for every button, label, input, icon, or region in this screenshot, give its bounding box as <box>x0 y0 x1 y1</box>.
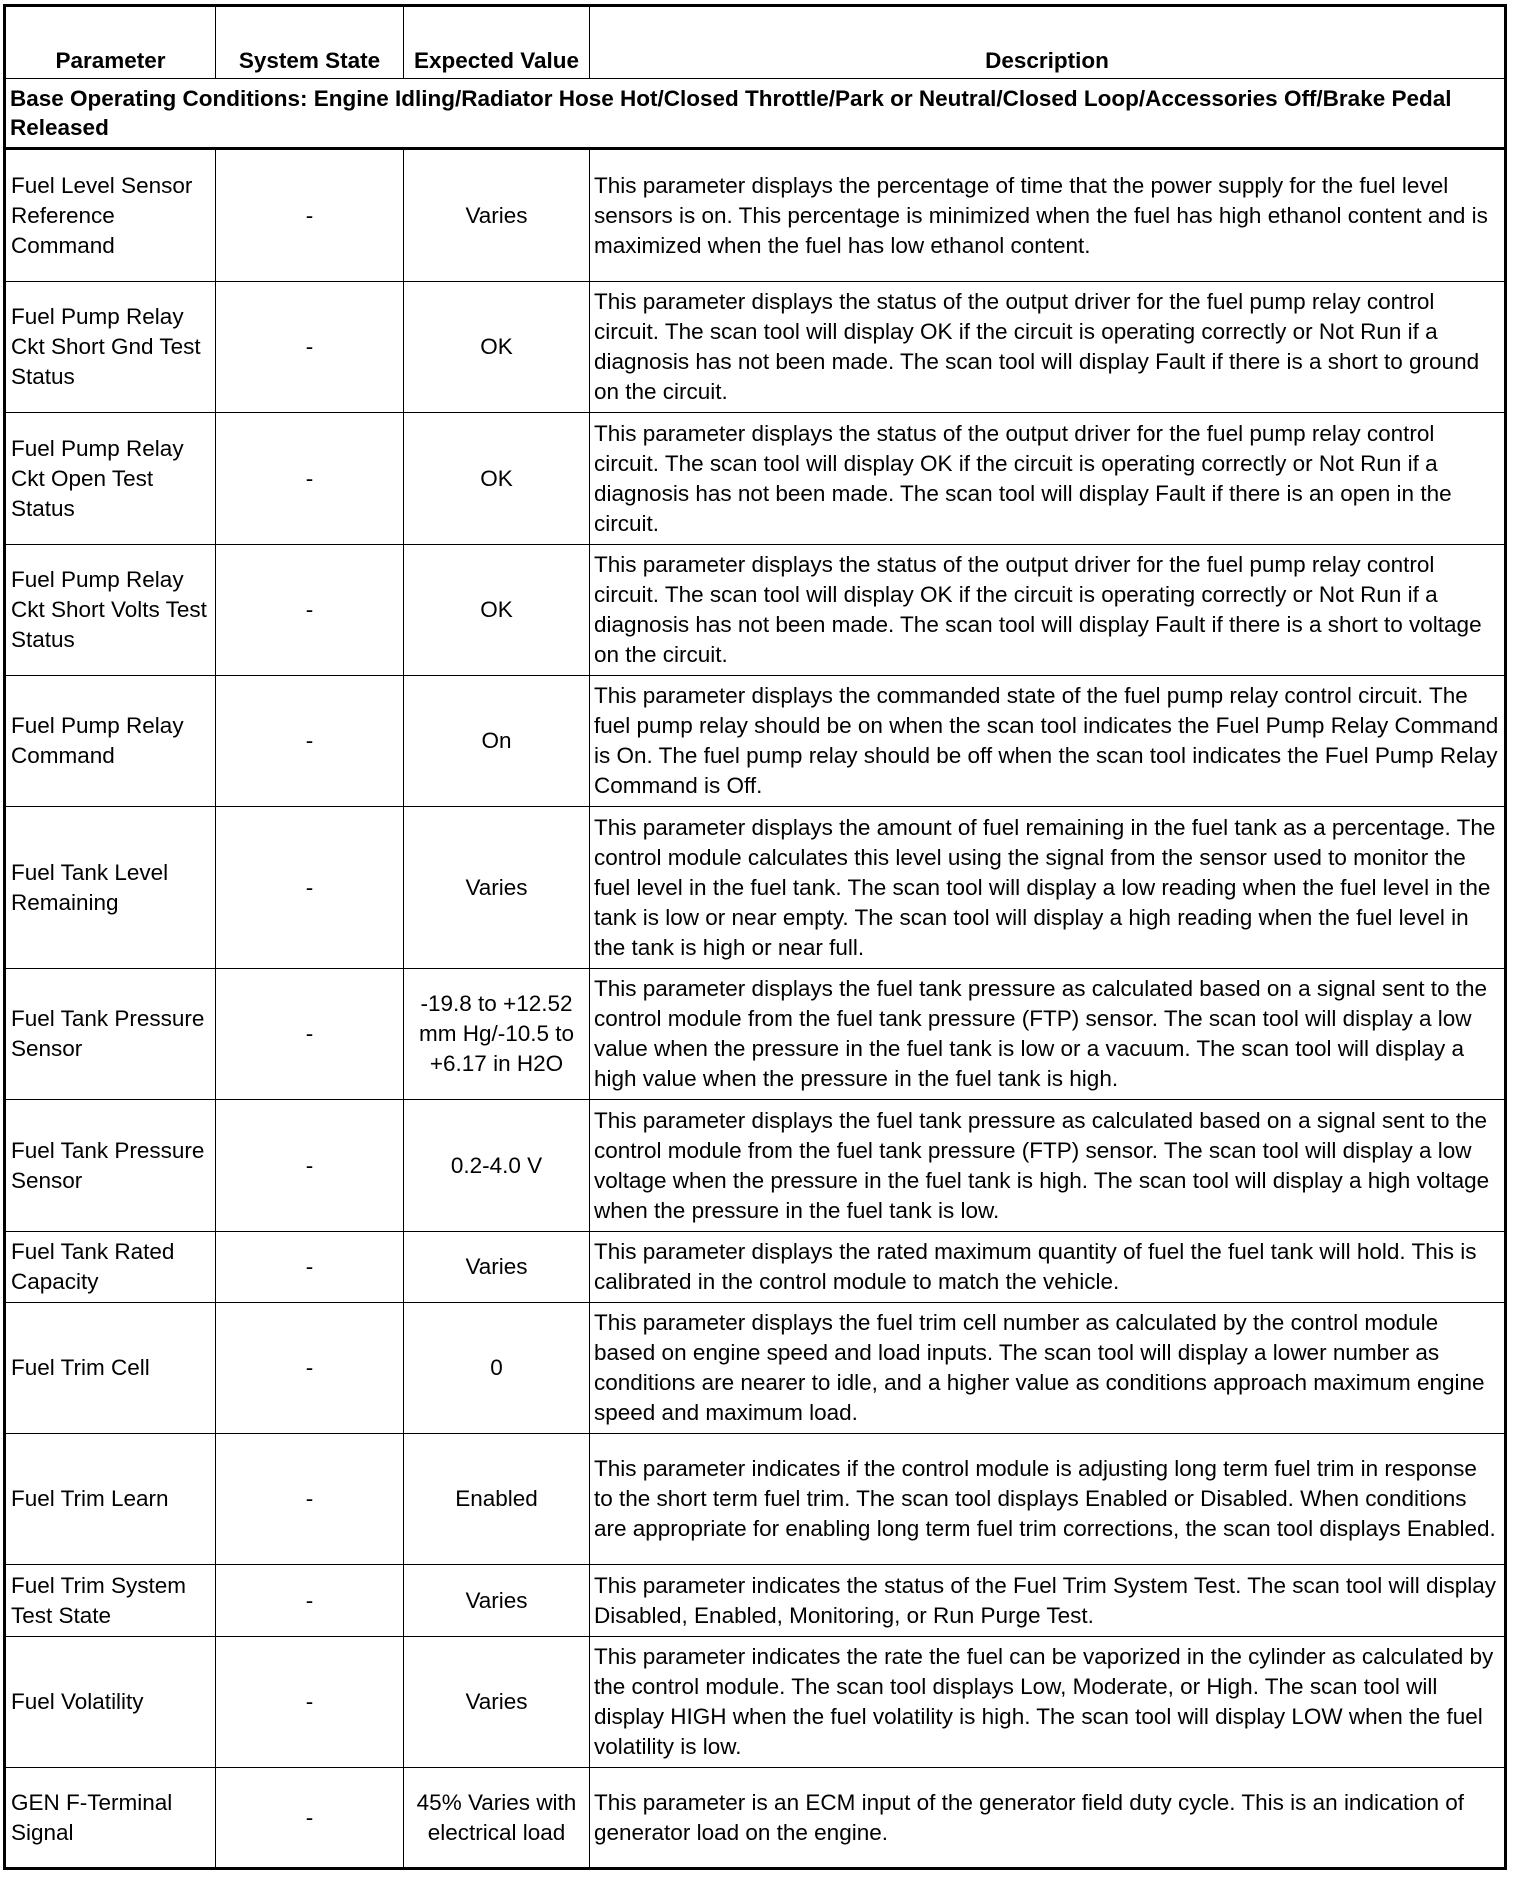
table-row <box>5 1303 1506 1434</box>
parameter-cell: Fuel Pump Relay Ckt Open Test Status <box>5 413 216 545</box>
description-cell: This parameter displays the fuel trim cell number as calculated by the control module based on engine speed and load inputs. The scan tool will display a lower number as conditions are nearer to idle, and a higher value as conditions approach maximum engine speed and maximum load. <box>590 1303 1506 1434</box>
description-cell: This parameter displays the fuel tank pressure as calculated based on a signal sent to the control module from the fuel tank pressure (FTP) sensor. The scan tool will display a low voltage when the pressure in the fuel tank is high. The scan tool will display a high voltage when the pressure in the fuel tank is low. <box>590 1100 1506 1232</box>
expected-value-cell: 0 <box>404 1303 590 1434</box>
system-state-cell: - <box>216 1303 404 1434</box>
system-state-cell: - <box>216 1100 404 1232</box>
header-expected-value: Expected Value <box>404 6 590 79</box>
system-state-cell: - <box>216 807 404 969</box>
expected-value-cell: On <box>404 676 590 807</box>
parameter-cell: GEN F-Terminal Signal <box>5 1768 216 1869</box>
table-row <box>5 1637 1506 1768</box>
expected-value-cell: OK <box>404 545 590 676</box>
header-row <box>5 6 1506 79</box>
parameter-cell: Fuel Trim System Test State <box>5 1565 216 1637</box>
expected-value-cell: -19.8 to +12.52 mm Hg/-10.5 to +6.17 in H2O <box>404 969 590 1100</box>
header-system-state: System State <box>216 6 404 79</box>
table-row <box>5 676 1506 807</box>
table-row <box>5 1232 1506 1303</box>
parameter-cell: Fuel Tank Pressure Sensor <box>5 969 216 1100</box>
base-conditions-banner-row <box>5 79 1506 149</box>
parameter-cell: Fuel Volatility <box>5 1637 216 1768</box>
expected-value-cell: Varies <box>404 807 590 969</box>
parameter-cell: Fuel Trim Learn <box>5 1434 216 1565</box>
expected-value-cell: Varies <box>404 1565 590 1637</box>
system-state-cell: - <box>216 282 404 413</box>
description-cell: This parameter displays the status of the output driver for the fuel pump relay control circuit. The scan tool will display OK if the circuit is operating correctly or Not Run if a diagnosis has not been made. The scan tool will display Fault if there is an open in the circuit. <box>590 413 1506 545</box>
description-cell: This parameter displays the status of the output driver for the fuel pump relay control circuit. The scan tool will display OK if the circuit is operating correctly or Not Run if a diagnosis has not been made. The scan tool will display Fault if there is a short to ground on the circuit. <box>590 282 1506 413</box>
parameter-cell: Fuel Level Sensor Reference Command <box>5 149 216 282</box>
expected-value-cell: Enabled <box>404 1434 590 1565</box>
system-state-cell: - <box>216 676 404 807</box>
parameter-cell: Fuel Pump Relay Command <box>5 676 216 807</box>
system-state-cell: - <box>216 1565 404 1637</box>
system-state-cell: - <box>216 149 404 282</box>
parameter-cell: Fuel Tank Level Remaining <box>5 807 216 969</box>
table-row <box>5 1434 1506 1565</box>
expected-value-cell: 0.2-4.0 V <box>404 1100 590 1232</box>
expected-value-cell: Varies <box>404 1637 590 1768</box>
table-row <box>5 149 1506 282</box>
description-cell: This parameter displays the rated maximum quantity of fuel the fuel tank will hold. This is calibrated in the control module to match the vehicle. <box>590 1232 1506 1303</box>
system-state-cell: - <box>216 1637 404 1768</box>
expected-value-cell: Varies <box>404 149 590 282</box>
parameter-cell: Fuel Tank Rated Capacity <box>5 1232 216 1303</box>
system-state-cell: - <box>216 969 404 1100</box>
description-cell: This parameter displays the percentage of time that the power supply for the fuel level sensors is on. This percentage is minimized when the fuel has high ethanol content and is maximized when the fuel has low ethanol content. <box>590 149 1506 282</box>
system-state-cell: - <box>216 1768 404 1869</box>
table-row <box>5 807 1506 969</box>
parameter-cell: Fuel Pump Relay Ckt Short Gnd Test Status <box>5 282 216 413</box>
system-state-cell: - <box>216 1434 404 1565</box>
table-row <box>5 413 1506 545</box>
description-cell: This parameter indicates if the control module is adjusting long term fuel trim in response to the short term fuel trim. The scan tool displays Enabled or Disabled. When conditions are appropriate for enabling long term fuel trim corrections, the scan tool displays Enabled. <box>590 1434 1506 1565</box>
description-cell: This parameter displays the amount of fuel remaining in the fuel tank as a percentage. The control module calculates this level using the signal from the sensor used to monitor the fuel level in the fuel tank. The scan tool will display a low reading when the fuel level in the tank is low or near empty. The scan tool will display a high reading when the fuel level in the tank is high or near full. <box>590 807 1506 969</box>
table-row <box>5 1100 1506 1232</box>
expected-value-cell: Varies <box>404 1232 590 1303</box>
table-row <box>5 969 1506 1100</box>
system-state-cell: - <box>216 545 404 676</box>
system-state-cell: - <box>216 413 404 545</box>
table-row <box>5 1565 1506 1637</box>
header-description: Description <box>590 6 1506 79</box>
table-row <box>5 282 1506 413</box>
parameter-cell: Fuel Pump Relay Ckt Short Volts Test Status <box>5 545 216 676</box>
description-cell: This parameter displays the commanded state of the fuel pump relay control circuit. The fuel pump relay should be on when the scan tool indicates the Fuel Pump Relay Command is On. The fuel pump relay should be off when the scan tool indicates the Fuel Pump Relay Command is Off. <box>590 676 1506 807</box>
description-cell: This parameter indicates the rate the fuel can be vaporized in the cylinder as calculated by the control module. The scan tool displays Low, Moderate, or High. The scan tool will display HIGH when the fuel volatility is high. The scan tool will display LOW when the fuel volatility is low. <box>590 1637 1506 1768</box>
table-row <box>5 545 1506 676</box>
description-cell: This parameter indicates the status of the Fuel Trim System Test. The scan tool will display Disabled, Enabled, Monitoring, or Run Purge Test. <box>590 1565 1506 1637</box>
header-parameter: Parameter <box>5 6 216 79</box>
table-row <box>5 1768 1506 1869</box>
description-cell: This parameter displays the fuel tank pressure as calculated based on a signal sent to the control module from the fuel tank pressure (FTP) sensor. The scan tool will display a low value when the pressure in the fuel tank is low or a vacuum. The scan tool will display a high value when the pressure in the fuel tank is high. <box>590 969 1506 1100</box>
system-state-cell: - <box>216 1232 404 1303</box>
parameter-table <box>3 4 1507 1870</box>
description-cell: This parameter displays the status of the output driver for the fuel pump relay control circuit. The scan tool will display OK if the circuit is operating correctly or Not Run if a diagnosis has not been made. The scan tool will display Fault if there is a short to voltage on the circuit. <box>590 545 1506 676</box>
description-cell: This parameter is an ECM input of the generator field duty cycle. This is an indication of generator load on the engine. <box>590 1768 1506 1869</box>
expected-value-cell: OK <box>404 413 590 545</box>
parameter-cell: Fuel Tank Pressure Sensor <box>5 1100 216 1232</box>
base-conditions-banner: Base Operating Conditions: Engine Idling/Radiator Hose Hot/Closed Throttle/Park or Neutral/Closed Loop/Accessories Off/Brake Pedal Released <box>5 79 1506 149</box>
expected-value-cell: 45% Varies with electrical load <box>404 1768 590 1869</box>
expected-value-cell: OK <box>404 282 590 413</box>
parameter-cell: Fuel Trim Cell <box>5 1303 216 1434</box>
